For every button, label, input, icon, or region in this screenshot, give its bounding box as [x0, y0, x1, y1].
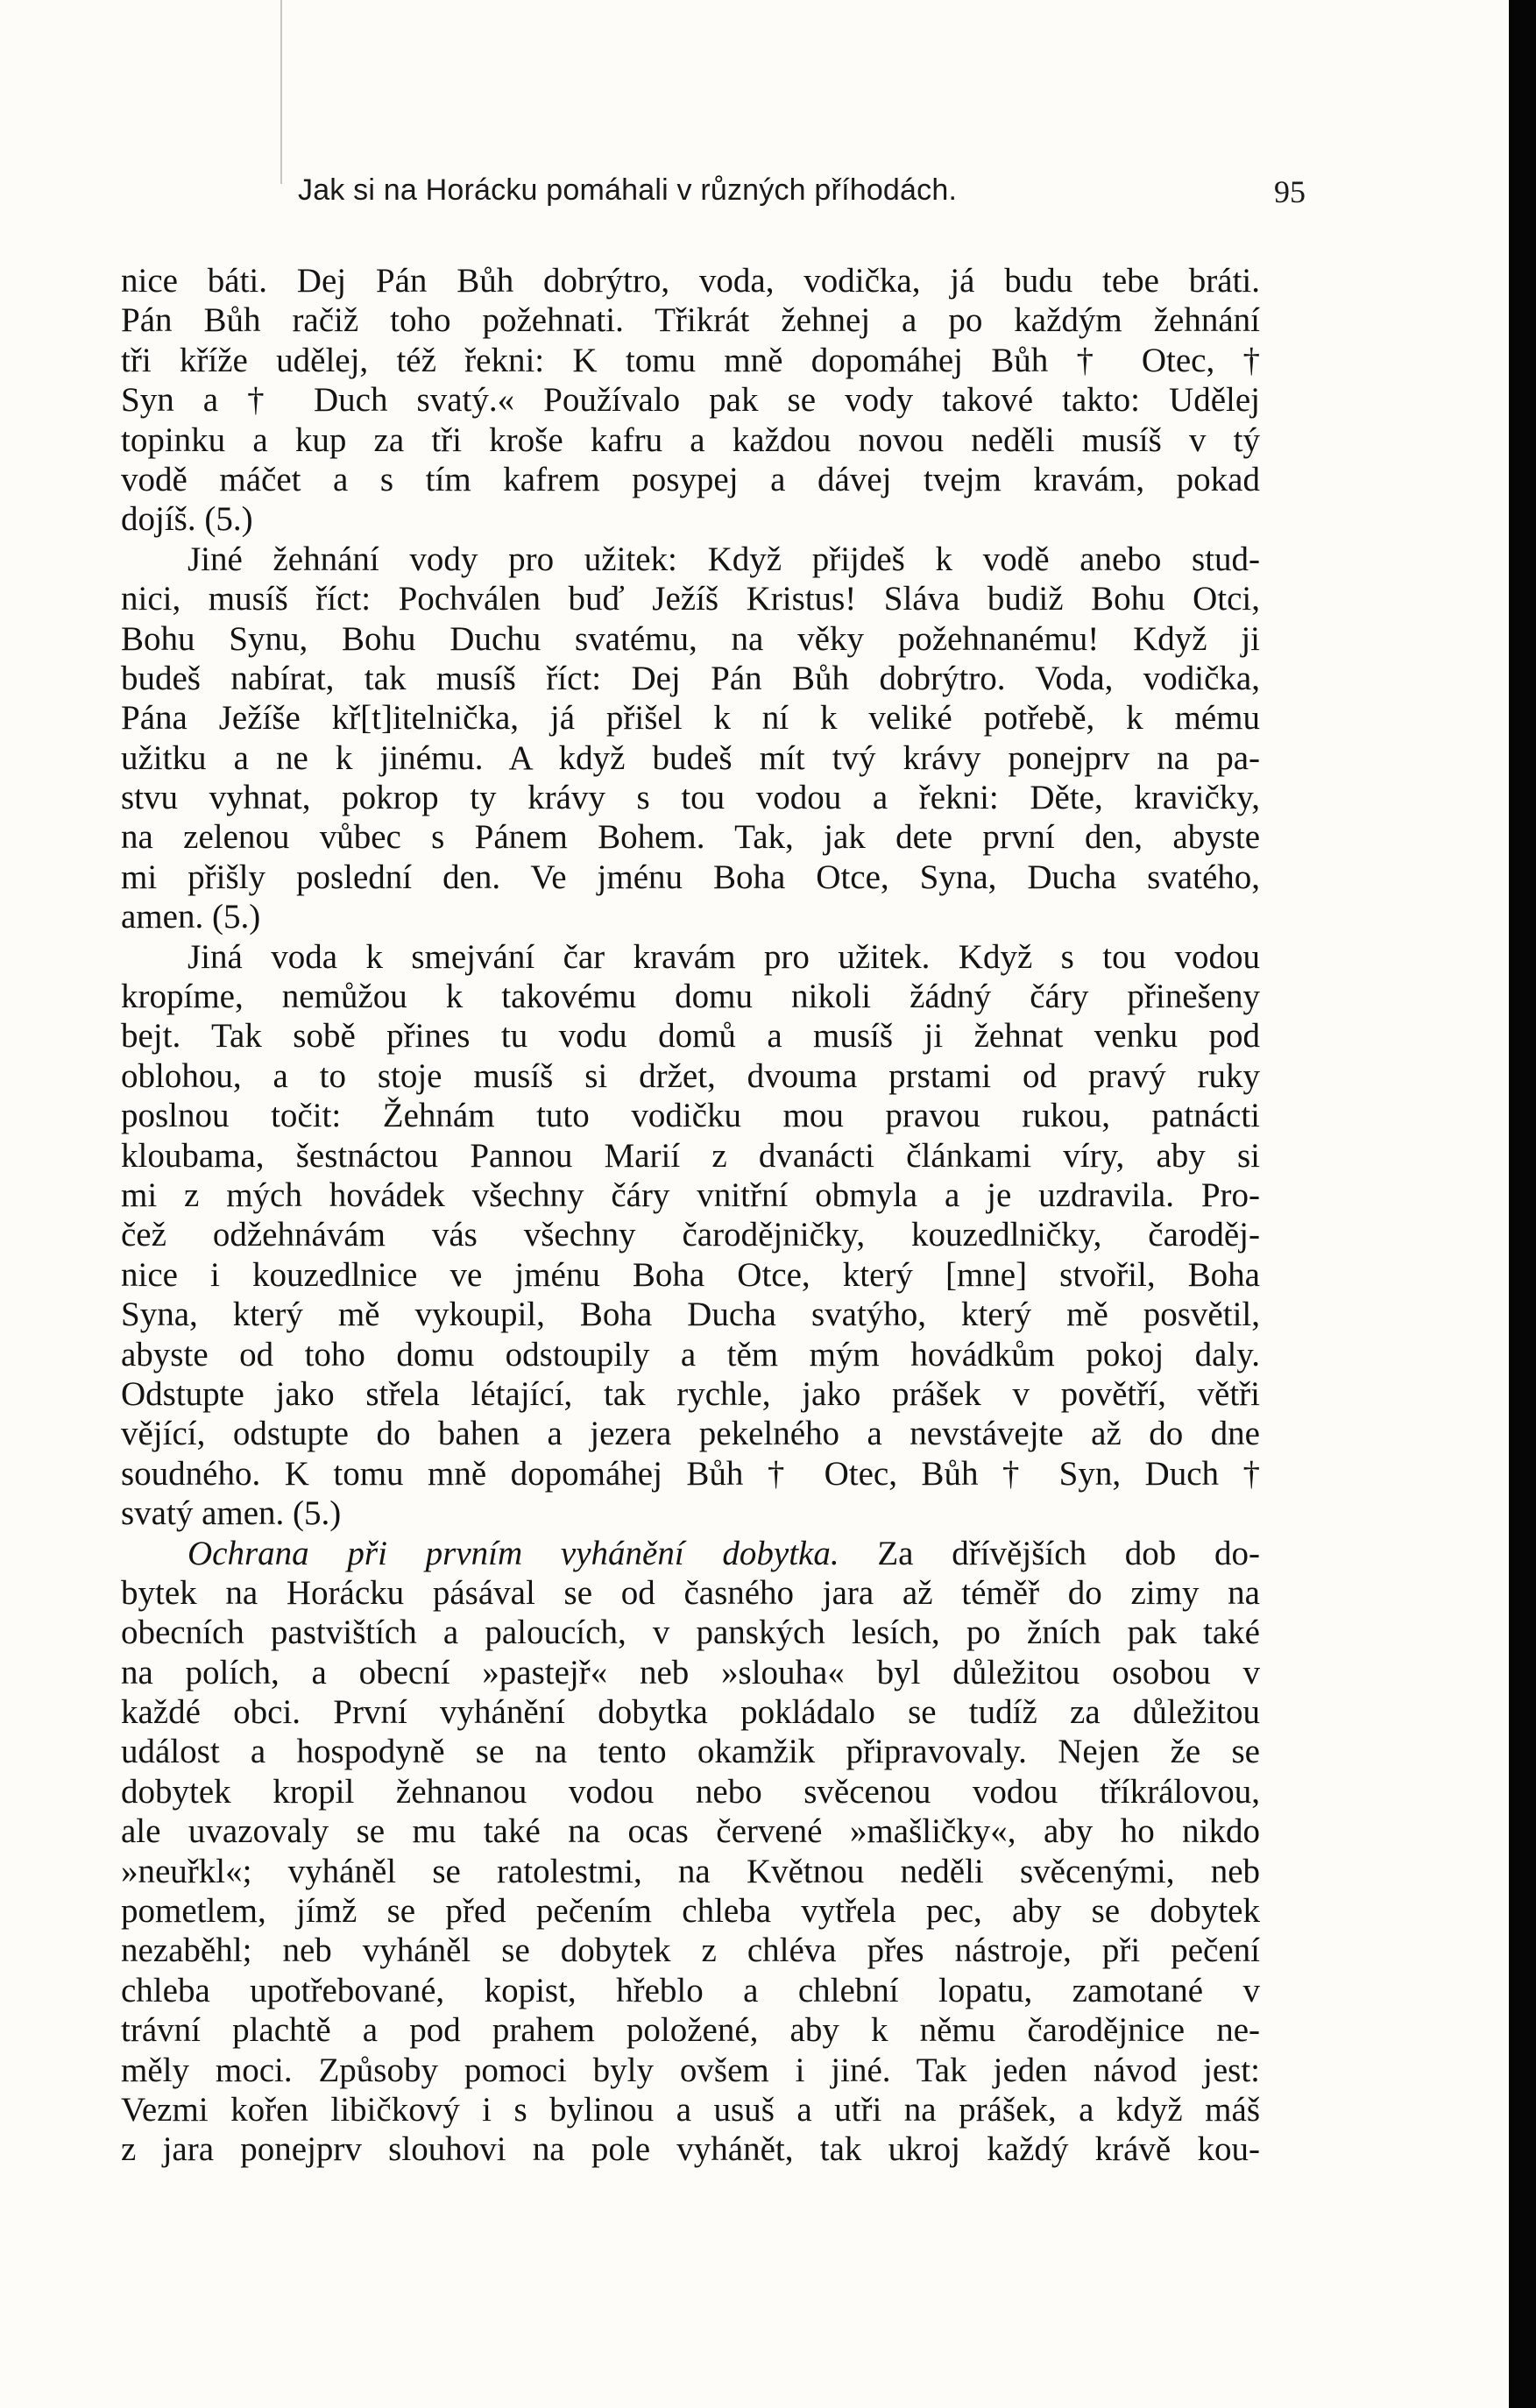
text-line: mi z mých hovádek všechny čáry vnitřní obmyla a je uzdravila. Pro- [121, 1176, 1260, 1214]
paragraph-start-line: Jiné žehnání vody pro užitek: Když přijdeš k vodě anebo stud- [188, 540, 1260, 578]
text-line: stvu vyhnat, pokrop ty krávy s tou vodou a řekni: Děte, kravičky, [121, 779, 1260, 817]
text-line: bejt. Tak sobě přines tu vodu domů a musíš ji žehnat venku pod [121, 1017, 1260, 1056]
text-line: událost a hospodyně se na tento okamžik připravovaly. Nejen že se [121, 1733, 1260, 1771]
text-line: z jara ponejprv slouhovi na pole vyhánět, tak ukroj každý krávě kou- [121, 2130, 1260, 2169]
text-line: abyste od toho domu odstoupily a těm mým hovádkům pokoj daly. [121, 1335, 1260, 1373]
section-heading-italic: Ochrana při prvním vyhánění dobytka. [188, 1534, 839, 1572]
text-line: kropíme, nemůžou k takovému domu nikoli žádný čáry přinešeny [121, 978, 1260, 1016]
text-line: soudného. K tomu mně dopomáhej Bůh † Otec, Bůh † Syn, Duch † [121, 1454, 1260, 1493]
text-line: budeš nabírat, tak musíš říct: Dej Pán Bůh dobrýtro. Voda, vodička, [121, 659, 1260, 697]
text-line: nezaběhl; neb vyháněl se dobytek z chléva přes nástroje, při pečení [121, 1931, 1260, 1970]
text-line: měly moci. Způsoby pomoci byly ovšem i jiné. Tak jeden návod jest: [121, 2051, 1260, 2089]
text-line: Pán Bůh račiž toho požehnati. Třikrát žehnej a po každým žehnání [121, 301, 1260, 340]
text-line: obecních pastvištích a paloucích, v panských lesích, po žních pak také [121, 1614, 1260, 1652]
body-text [121, 261, 1260, 2209]
text-line: svatý amen. (5.) [121, 1494, 342, 1533]
gutter-line [280, 0, 282, 184]
text-line: na polích, a obecní »pastejř« neb »slouha« byl důležitou osobou v [121, 1653, 1260, 1691]
page-number: 95 [1274, 174, 1306, 209]
text-line: chleba upotřebované, kopist, hřeblo a chlební lopatu, zamotané v [121, 1971, 1260, 2009]
text-line: mi přišly poslední den. Ve jménu Boha Otce, Syna, Ducha svatého, [121, 858, 1260, 896]
text-line: nici, musíš říct: Pochválen buď Ježíš Kristus! Sláva budiž Bohu Otci, [121, 580, 1260, 618]
section-heading-line [121, 1534, 1260, 1573]
text-line: amen. (5.) [121, 898, 261, 936]
running-head: Jak si na Horácku pomáhali v různých příhodách. [298, 173, 958, 207]
text-line: dojíš. (5.) [121, 500, 253, 539]
text-line: nice i kouzedlnice ve jménu Boha Otce, který [mne] stvořil, Boha [121, 1255, 1260, 1294]
text-line: topinku a kup za tři kroše kafru a každou novou neděli musíš v tý [121, 420, 1260, 459]
text-line: ale uvazovaly se mu také na ocas červené »mašličky«, aby ho nikdo [121, 1812, 1260, 1851]
text-line: dobytek kropil žehnanou vodou nebo svěcenou vodou tříkrálovou, [121, 1772, 1260, 1811]
text-line: Bohu Synu, Bohu Duchu svatému, na věky požehnanému! Když ji [121, 619, 1260, 658]
page-header [298, 173, 1306, 217]
paragraph-start-line: Jiná voda k smejvání čar kravám pro užitek. Když s tou vodou [188, 937, 1260, 976]
text-line: každé obci. První vyhánění dobytka pokládalo se tudíž za důležitou [121, 1693, 1260, 1732]
text-line: užitku a ne k jinému. A když budeš mít tvý krávy ponejprv na pa- [121, 738, 1260, 777]
text-line: Syn a † Duch svatý.« Používalo pak se vody takové takto: Udělej [121, 381, 1260, 420]
text-line [121, 2170, 1260, 2209]
text-line: nice báti. Dej Pán Bůh dobrýtro, voda, vodička, já budu tebe bráti. [121, 262, 1260, 300]
text-line: vodě máčet a s tím kafrem posypej a dávej tvejm kravám, pokad [121, 460, 1260, 498]
text-line: Pána Ježíše kř[t]itelnička, já přišel k ní k veliké potřebě, k mému [121, 699, 1260, 738]
text-line: »neuřkl«; vyháněl se ratolestmi, na Květnou neděli svěcenými, neb [121, 1852, 1260, 1890]
text-line: čež odžehnávám vás všechny čarodějničky, kouzedlničky, čaroděj- [121, 1216, 1260, 1254]
text-line: trávní plachtě a pod prahem položené, aby k němu čarodějnice ne- [121, 2011, 1260, 2050]
text-line: poslnou točit: Žehnám tuto vodičku mou pravou rukou, patnácti [121, 1097, 1260, 1135]
section-heading-tail: Za dřívějších dob do- [877, 1534, 1261, 1572]
text-line: pometlem, jímž se před pečením chleba vytřela pec, aby se dobytek [121, 1892, 1260, 1931]
text-line: tři kříže udělej, též řekni: K tomu mně dopomáhej Bůh † Otec, † [121, 341, 1260, 379]
text-line: oblohou, a to stoje musíš si držet, dvouma prstami od pravý ruky [121, 1056, 1260, 1095]
text-line: na zelenou vůbec s Pánem Bohem. Tak, jak dete první den, abyste [121, 818, 1260, 857]
text-line: Odstupte jako střela létající, tak rychle, jako prášek v povětří, větři [121, 1374, 1260, 1413]
text-line: kloubama, šestnáctou Pannou Marií z dvanácti článkami víry, aby si [121, 1136, 1260, 1175]
text-line: Syna, který mě vykoupil, Boha Ducha svatýho, který mě posvětil, [121, 1296, 1260, 1334]
text-line: vějící, odstupte do bahen a jezera pekelného a nevstávejte až do dne [121, 1415, 1260, 1453]
text-line: Vezmi kořen libičkový i s bylinou a usuš a utři na prášek, a když máš [121, 2090, 1260, 2129]
text-line: bytek na Horácku pásával se od časného jara až téměř do zimy na [121, 1573, 1260, 1612]
scan-edge [1509, 0, 1536, 2408]
